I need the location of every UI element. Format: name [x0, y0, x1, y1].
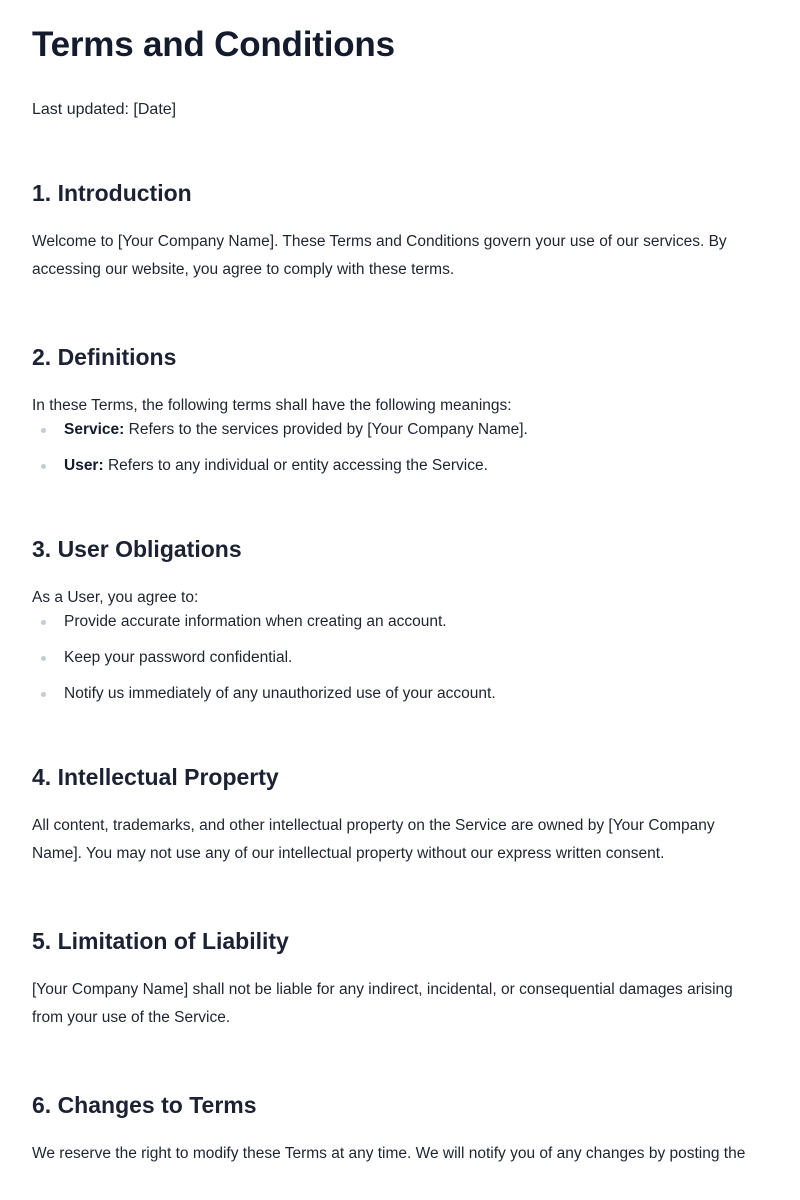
bullet-icon	[41, 692, 46, 697]
section-user-obligations	[32, 534, 768, 704]
list-item	[32, 456, 768, 476]
definition-text: Refers to the services provided by [Your Company Name].	[124, 421, 528, 438]
list-item	[32, 648, 768, 668]
list-item	[32, 684, 768, 704]
section-heading: 6. Changes to Terms	[32, 1092, 257, 1118]
list-item	[32, 420, 768, 440]
definition-term: Service:	[64, 421, 125, 438]
section-heading: 4. Intellectual Property	[32, 764, 279, 790]
definitions-list	[32, 420, 768, 476]
list-item	[32, 612, 768, 632]
last-updated: Last updated: [Date]	[32, 101, 177, 118]
section-paragraph: In these Terms, the following terms shall have the following meanings:	[32, 397, 512, 414]
bullet-icon	[41, 464, 46, 469]
bullet-icon	[41, 656, 46, 661]
section-intellectual-property	[32, 762, 768, 868]
section-paragraph: We reserve the right to modify these Terms at any time. We will notify you of any changes by posting the	[32, 1145, 746, 1162]
section-heading: 2. Definitions	[32, 344, 177, 370]
section-heading: 3. User Obligations	[32, 536, 242, 562]
definition-term: User:	[64, 457, 104, 474]
section-paragraph: As a User, you agree to:	[32, 589, 199, 606]
obligations-list	[32, 612, 768, 704]
section-paragraph: [Your Company Name] shall not be liable for any indirect, incidental, or consequential damages arising from your use of the Service.	[32, 981, 733, 1026]
section-heading: 5. Limitation of Liability	[32, 928, 289, 954]
section-definitions	[32, 342, 768, 476]
section-heading: 1. Introduction	[32, 180, 192, 206]
definition-text: Refers to any individual or entity accessing the Service.	[103, 457, 488, 474]
list-item-text: Keep your password confidential.	[64, 649, 293, 666]
section-paragraph: All content, trademarks, and other intellectual property on the Service are owned by [Your Company Name]. You may not use any of our intellectual property without our express written consent.	[32, 817, 715, 862]
bullet-icon	[41, 620, 46, 625]
list-item-text: Notify us immediately of any unauthorized use of your account.	[64, 685, 496, 702]
page-title: Terms and Conditions	[32, 25, 395, 64]
section-limitation-of-liability	[32, 926, 768, 1032]
section-paragraph: Welcome to [Your Company Name]. These Terms and Conditions govern your use of our services. By accessing our website, you agree to comply with these terms.	[32, 233, 727, 278]
bullet-icon	[41, 428, 46, 433]
section-introduction	[32, 178, 768, 284]
section-changes-to-terms	[32, 1090, 768, 1168]
list-item-text: Provide accurate information when creating an account.	[64, 613, 447, 630]
